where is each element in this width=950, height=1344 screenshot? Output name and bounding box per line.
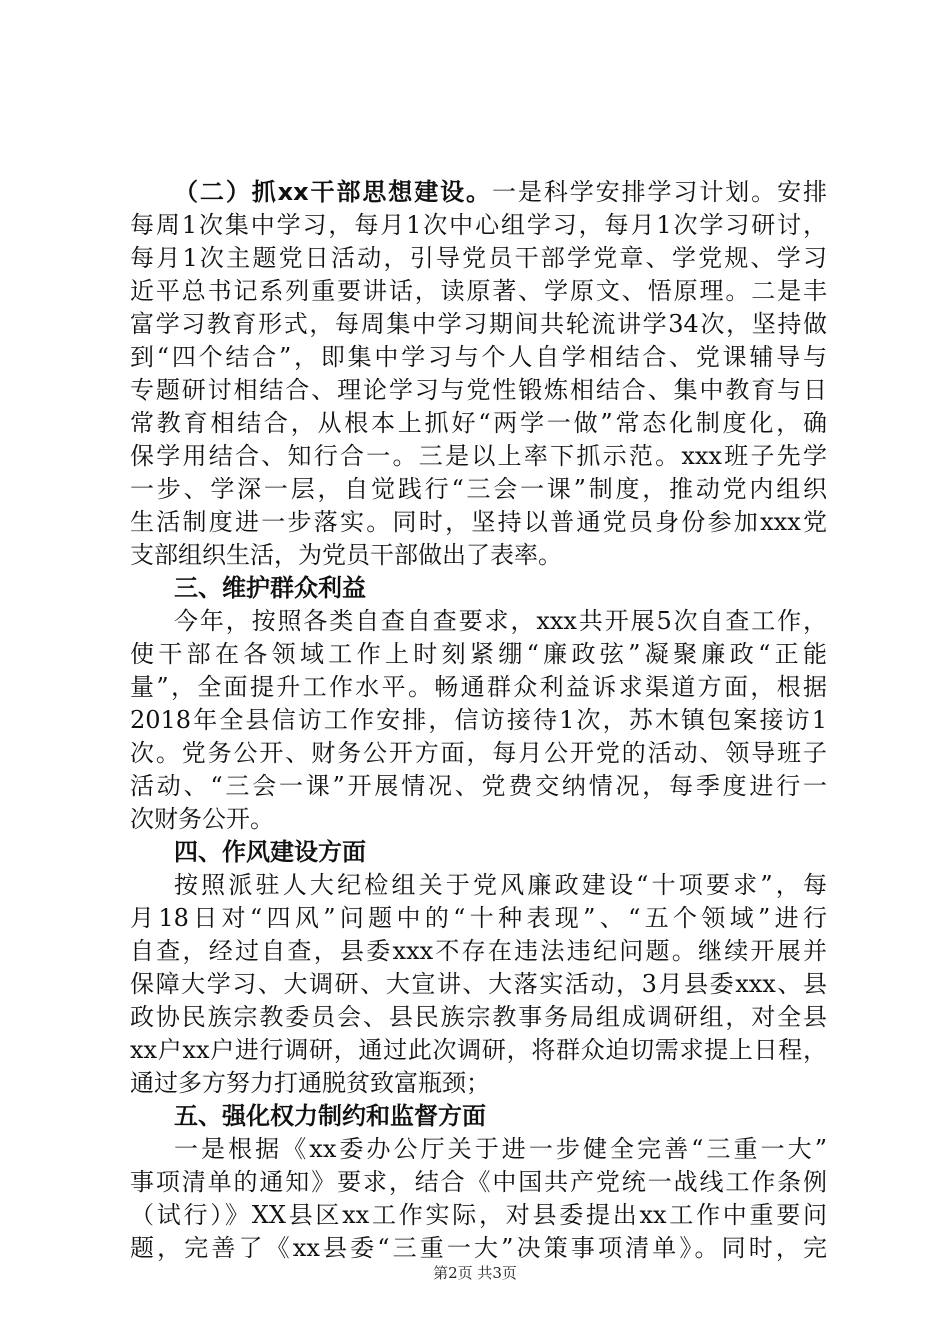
section-two-line-8: 保学用结合、知行合一。三是以上率下抓示范。xxx班子先学 (130, 442, 827, 470)
section-two-line-6: 专题研讨相结合、理论学习与党性锻炼相结合、集中教育与日 (130, 376, 827, 404)
section-two-line-9: 一步、学深一层，自觉践行“三会一课”制度，推动党内组织 (130, 475, 827, 503)
section-five-heading: 五、强化权力制约和监督方面 (174, 1102, 486, 1130)
section-three-line-3: 2018年全县信访工作安排，信访接待1次，苏木镇包案接访1 (130, 706, 827, 734)
section-two-line-3: 近平总书记系列重要讲话，读原著、学原文、悟原理。二是丰 (130, 277, 827, 305)
section-three-line-6: 次财务公开。 (130, 805, 274, 833)
section-four-heading: 四、作风建设方面 (174, 838, 366, 866)
section-four-line-0: 按照派驻人大纪检组关于党风廉政建设“十项要求”，每 (174, 871, 827, 899)
section-four-line-2: 自查，经过自查，县委xxx不存在违法违纪问题。继续开展并 (130, 937, 827, 965)
page-footer: 第2页 共3页 (433, 1264, 517, 1282)
section-two-line-2: 每月1次主题党日活动，引导党员干部学党章、学党规、学习 (130, 244, 827, 272)
section-two-line-5: 到“四个结合”，即集中学习与个人自学相结合、党课辅导与 (130, 343, 827, 371)
section-five-line-0: 一是根据《xx委办公厅关于进一步健全完善“三重一大” (174, 1135, 827, 1163)
section-two-line-11: 支部组织生活，为党员干部做出了表率。 (130, 541, 562, 569)
section-two-line-1: 每周1次集中学习，每月1次中心组学习，每月1次学习研讨， (130, 211, 827, 239)
section-three-line-5: 活动、“三会一课”开展情况、党费交纳情况，每季度进行一 (130, 772, 827, 800)
section-four-line-4: 政协民族宗教委员会、县民族宗教事务局组成调研组，对全县 (130, 1003, 827, 1031)
section-two-line-0: 一是科学安排学习计划。安排 (491, 178, 827, 206)
section-five-line-3: 题，完善了《xx县委“三重一大”决策事项清单》。同时，完 (130, 1234, 827, 1262)
section-three-line-1: 使干部在各领域工作上时刻紧绷“廉政弦”凝聚廉政“正能 (130, 640, 827, 668)
paragraph-line (130, 176, 827, 209)
section-two-lead: （二）抓xx干部思想建设。 (174, 178, 492, 206)
section-three-heading: 三、维护群众利益 (174, 574, 366, 602)
section-five-line-1: 事项清单的通知》要求，结合《中国共产党统一战线工作条例 (130, 1168, 827, 1196)
section-three-line-0: 今年，按照各类自查自查要求，xxx共开展5次自查工作， (174, 607, 827, 635)
section-three-line-2: 量”，全面提升工作水平。畅通群众利益诉求渠道方面，根据 (130, 673, 827, 701)
section-three-line-4: 次。党务公开、财务公开方面，每月公开党的活动、领导班子 (130, 739, 827, 767)
section-four-line-1: 月18日对“四风”问题中的“十种表现”、“五个领域”进行 (130, 904, 827, 932)
section-five-line-2: （试行）》XX县区xx工作实际，对县委提出xx工作中重要问 (130, 1201, 827, 1229)
section-four-line-5: xx户xx户进行调研，通过此次调研，将群众迫切需求提上日程， (130, 1036, 827, 1064)
section-two-line-7: 常教育相结合，从根本上抓好“两学一做”常态化制度化，确 (130, 409, 827, 437)
section-two-line-4: 富学习教育形式，每周集中学习期间共轮流讲学34次，坚持做 (130, 310, 827, 338)
section-two-line-10: 生活制度进一步落实。同时，坚持以普通党员身份参加xxx党 (130, 508, 827, 536)
document-body (130, 176, 827, 1265)
section-four-line-6: 通过多方努力打通脱贫致富瓶颈； (130, 1069, 490, 1097)
section-four-line-3: 保障大学习、大调研、大宣讲、大落实活动，3月县委xxx、县 (130, 970, 827, 998)
